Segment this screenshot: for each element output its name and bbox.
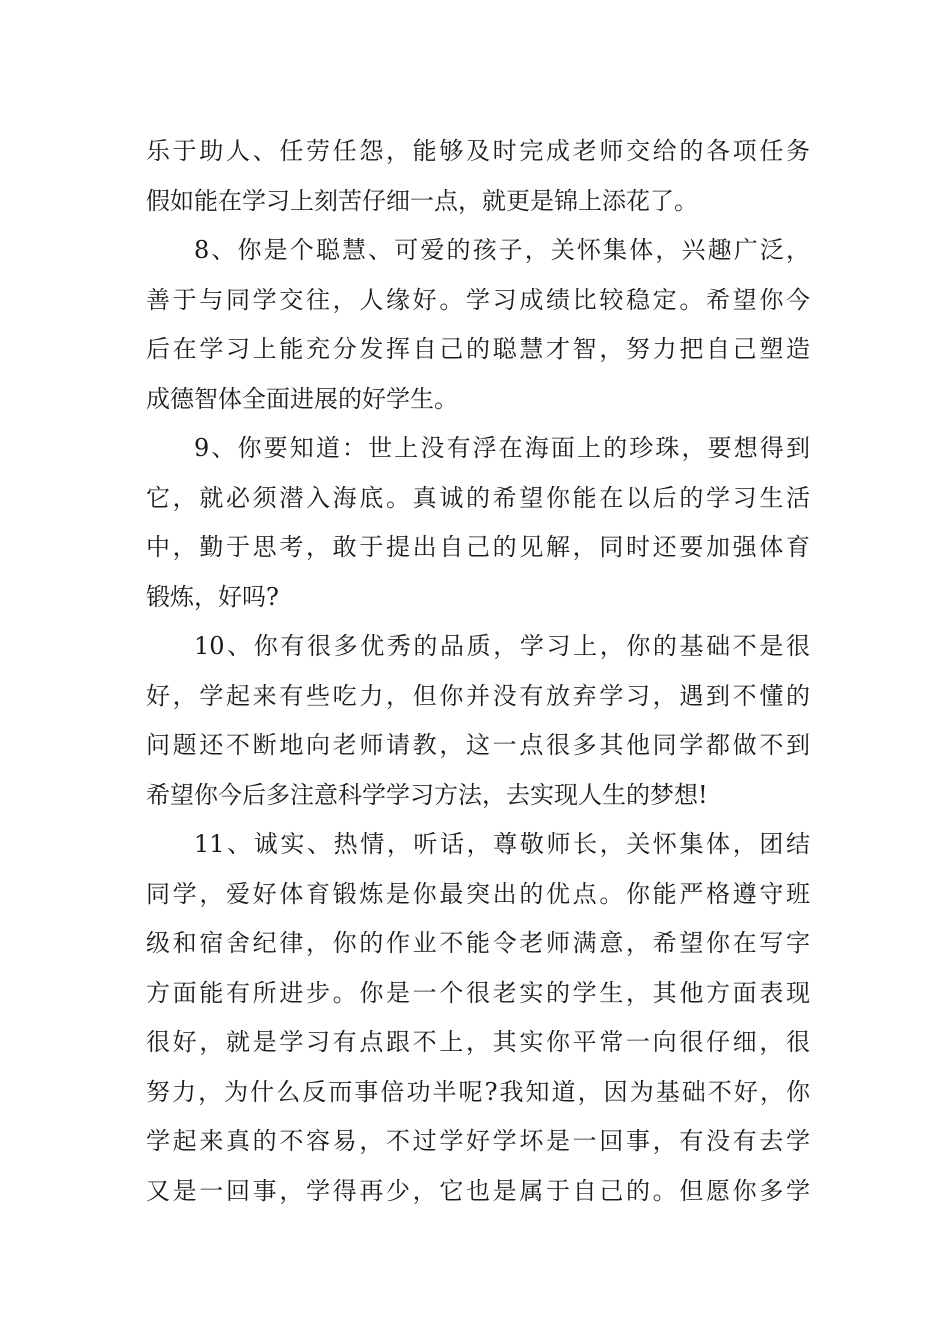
text-line-6: 成德智体全面进展的好学生。 xyxy=(146,384,458,413)
text-line-5: 后在学习上能充分发挥自己的聪慧才智，努力把自己塑造 xyxy=(146,335,810,363)
text-line-10: 锻炼，好吗? xyxy=(146,582,279,611)
text-line-7: 9、你要知道：世上没有浮在海面上的珍珠，要想得到 xyxy=(194,434,810,462)
text-line-1: 乐于助人、任劳任怨，能够及时完成老师交给的各项任务 xyxy=(146,137,810,165)
text-line-20: 努力，为什么反而事倍功半呢?我知道，因为基础不好，你 xyxy=(146,1077,810,1106)
text-line-12: 好，学起来有些吃力，但你并没有放弃学习，遇到不懂的 xyxy=(146,681,810,710)
text-line-4: 善于与同学交往，人缘好。学习成绩比较稳定。希望你今 xyxy=(146,285,810,314)
text-line-21: 学起来真的不容易，不过学好学坏是一回事，有没有去学 xyxy=(146,1127,810,1155)
text-line-3: 8、你是个聪慧、可爱的孩子，关怀集体，兴趣广泛， xyxy=(194,236,810,264)
text-line-2: 假如能在学习上刻苦仔细一点，就更是锦上添花了。 xyxy=(146,186,698,215)
text-line-15: 11、诚实、热情，听话，尊敬师长，关怀集体，团结 xyxy=(194,830,810,858)
text-line-9: 中，勤于思考，敢于提出自己的见解，同时还要加强体育 xyxy=(146,533,810,561)
document-body xyxy=(146,127,810,1216)
text-line-8: 它，就必须潜入海底。真诚的希望你能在以后的学习生活 xyxy=(146,483,810,512)
text-line-18: 方面能有所进步。你是一个很老实的学生，其他方面表现 xyxy=(146,978,810,1007)
text-line-19: 很好，就是学习有点跟不上，其实你平常一向很仔细，很 xyxy=(146,1028,810,1056)
text-line-16: 同学，爱好体育锻炼是你最突出的优点。你能严格遵守班 xyxy=(146,879,810,908)
text-line-13: 问题还不断地向老师请教，这一点很多其他同学都做不到 xyxy=(146,731,810,759)
text-line-17: 级和宿舍纪律，你的作业不能令老师满意，希望你在写字 xyxy=(146,929,810,957)
text-line-22: 又是一回事，学得再少，它也是属于自己的。但愿你多学 xyxy=(146,1176,810,1205)
text-line-11: 10、你有很多优秀的品质，学习上，你的基础不是很 xyxy=(194,632,810,660)
text-line-14: 希望你今后多注意科学学习方法，去实现人生的梦想! xyxy=(146,780,708,809)
